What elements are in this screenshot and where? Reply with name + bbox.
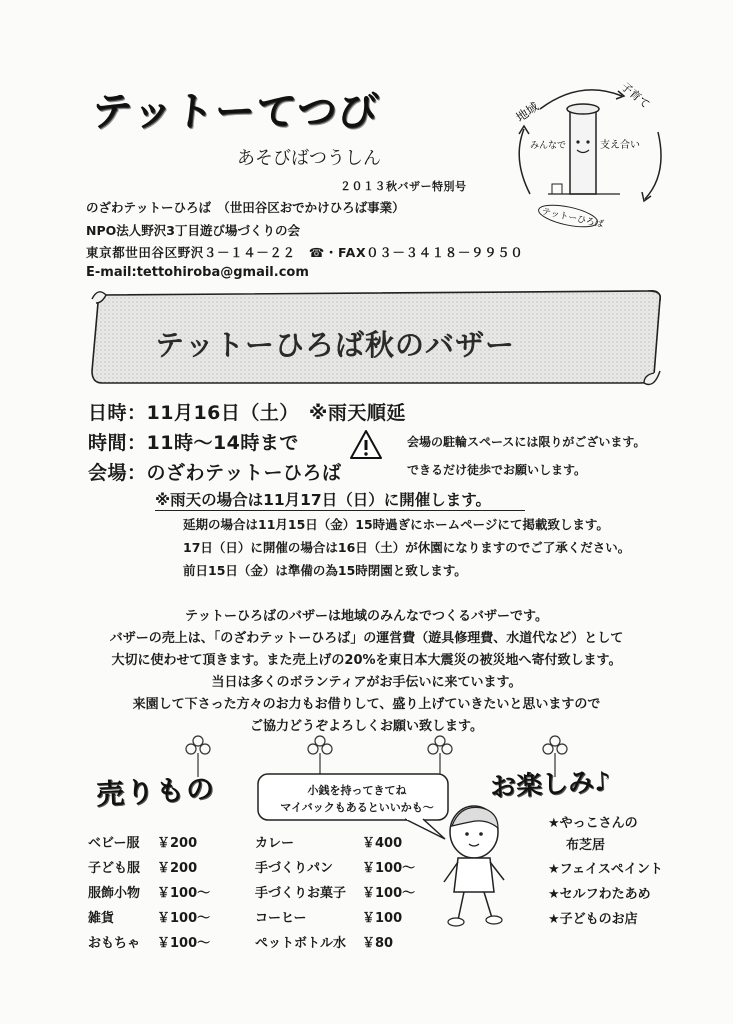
goods-item-name: おもちゃ [88,936,141,951]
fun-item: ★セルフわたあめ [548,887,651,902]
parking-note-2: できるだけ徒歩でお願いします。 [407,463,587,477]
message-line-6: ご協力どうぞよろしくお願い致します。 [250,719,483,734]
event-venue: 会場：のざわテットーひろば [88,462,342,484]
goods-item-name: 手づくりパン [255,861,334,876]
label-community: 地域 [513,99,542,125]
newsletter-subtitle: あそびばつうしん [237,148,381,169]
goods-item-price: ￥100〜 [362,861,416,876]
goods-item-price: ￥200 [157,836,198,851]
goods-item-price: ￥100 [362,911,403,926]
event-time: 時間：11時〜14時まで [88,432,299,454]
label-childcare: 子育て [618,79,653,112]
message-line-1: テットーひろばのバザーは地域のみんなでつくるバザーです。 [185,609,548,624]
message-line-3: 大切に使わせて頂きます。また売上げの20%を東日本大震災の被災地へ寄付致します。 [111,653,622,668]
goods-item-name: カレー [255,836,295,851]
label-tetto-hiroba: テットーひろば [540,207,605,231]
bubble-line-2: マイバックもあるといいかも〜 [280,801,434,814]
message-line-5: 来園して下さった方々のお力もお借りして、盛り上げていきたいと思いますので [132,697,601,712]
goods-item-name: ペットボトル水 [255,936,347,951]
goods-item-price: ￥100〜 [157,911,211,926]
postpone-detail-3: 前日15日（金）は準備の為15時閉園と致します。 [183,563,467,578]
contact-email: E-mail:tettohiroba@gmail.com [86,265,309,280]
goods-item-price: ￥100〜 [157,886,211,901]
parking-note-1: 会場の駐輪スペースには限りがございます。 [407,435,646,449]
goods-item-name: ベビー服 [88,836,140,851]
postpone-detail-2: 17日（日）に開催の場合は16日（土）が休園になりますのでご了承ください。 [183,540,631,555]
goods-item-price: ￥100〜 [157,936,211,951]
newsletter-logo-title: テットーてつび [89,89,382,135]
org-address-line: 東京都世田谷区野沢３－１４－２２ ☎・FAX０３－３４１８－９９５０ [86,245,524,260]
rain-date-note: ※雨天の場合は11月17日（日）に開催します。 [155,488,525,511]
bazaar-title: テットーひろば秋のバザー [155,328,516,362]
fun-item: ★子どものお店 [548,912,638,927]
special-issue-label: ２０１３秋バザー特別号 [340,180,467,193]
goods-item-price: ￥80 [362,936,394,951]
fun-item: ★やっこさんの [548,816,638,831]
org-name-line: のざわテットーひろば （世田谷区おでかけひろば事業） [86,200,405,215]
fun-item: 布芝居 [566,838,606,853]
goods-item-name: 手づくりお菓子 [255,886,347,901]
fun-section-title: お楽しみ♪ [489,766,612,804]
goods-item-name: 子ども服 [88,861,141,876]
message-line-2: バザーの売上は、「のざわテットーひろば」の運営費（遊具修理費、水道代など）として [109,631,624,646]
event-date: 日時：11月16日（土） ※雨天順延 [88,402,406,424]
goods-item-name: コーヒー [255,911,307,926]
label-mutual-support: 支え合い [600,140,640,151]
goods-item-name: 服飾小物 [88,886,141,901]
org-npo-line: NPO法人野沢3丁目遊び場づくりの会 [86,223,300,238]
goods-section-title: 売りもの [95,771,217,812]
warning-icon [349,428,383,462]
message-line-4: 当日は多くのボランティアがお手伝いに来ています。 [211,675,522,690]
bubble-line-1: 小銭を持ってきてね [307,784,407,797]
goods-item-price: ￥400 [362,836,403,851]
postpone-detail-1: 延期の場合は11月15日（金）15時過ぎにホームページにて掲載致します。 [183,517,609,532]
child-illustration [430,800,520,935]
goods-item-name: 雑貨 [88,911,115,926]
community-tower-illustration [510,74,668,234]
goods-item-price: ￥200 [157,861,198,876]
goods-item-price: ￥100〜 [362,886,416,901]
fun-item: ★フェイスペイント [548,862,663,877]
label-everyone: みんなで [530,141,567,151]
